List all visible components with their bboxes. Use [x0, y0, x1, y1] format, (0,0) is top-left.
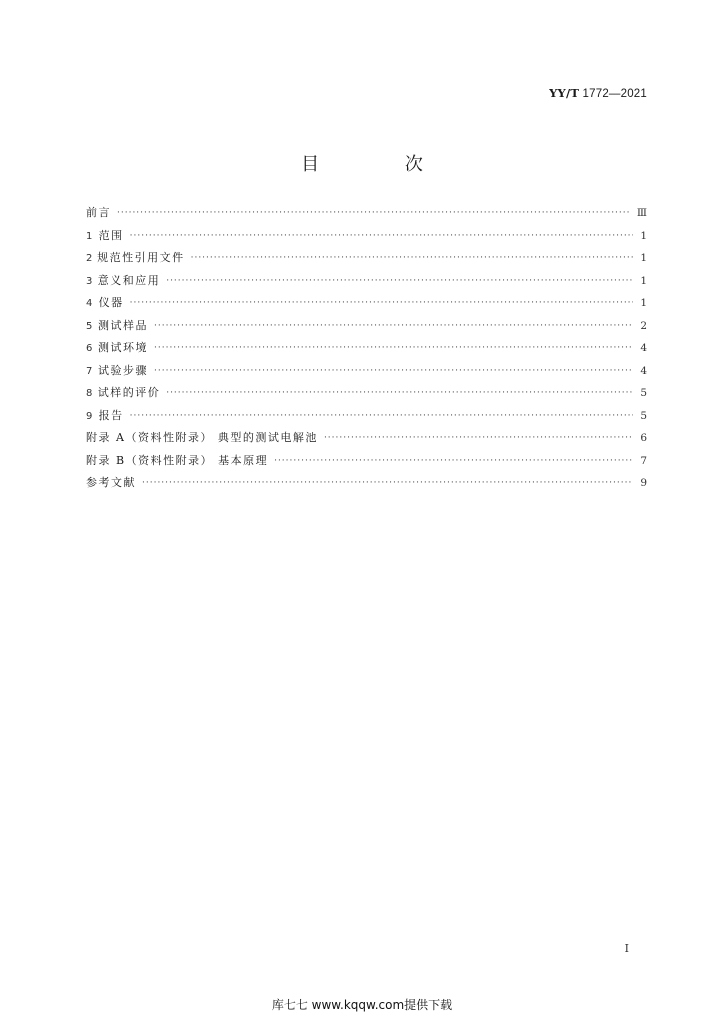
toc-section-number: 9: [86, 410, 93, 422]
toc-leader-dots: [142, 478, 633, 488]
toc-page-number: 5: [640, 387, 647, 399]
document-header: [549, 86, 647, 100]
toc-section-number: 6: [86, 343, 93, 354]
toc-entry-9[interactable]: [86, 407, 647, 430]
toc-label: 仪器: [98, 296, 124, 309]
toc-section-number: 1: [86, 230, 93, 242]
toc-leader-dots: [191, 253, 633, 263]
toc-leader-dots: [130, 231, 633, 241]
toc-section-number: 3: [86, 275, 93, 287]
toc-leader-dots: [130, 411, 633, 421]
toc-section-number: 5: [86, 320, 93, 332]
toc-page-number: 2: [640, 319, 647, 332]
toc-page-number: 5: [640, 409, 647, 422]
standard-prefix: YY/T: [549, 86, 580, 100]
toc-leader-dots: [117, 208, 631, 218]
table-of-contents: [86, 204, 647, 497]
download-footer: 库七七 www.kqqw.com提供下载: [271, 998, 453, 1012]
toc-page-number: 1: [640, 297, 647, 309]
toc-leader-dots: [154, 321, 633, 331]
toc-label: 附录 A（资料性附录） 典型的测试电解池: [86, 431, 318, 444]
toc-leader-dots: [166, 388, 633, 398]
toc-page-number: 1: [640, 229, 647, 242]
toc-entry-1[interactable]: [86, 227, 647, 250]
toc-leader-dots: [166, 276, 633, 286]
toc-leader-dots: [130, 298, 633, 308]
toc-entry-4[interactable]: [86, 294, 647, 317]
toc-section-number: 4: [86, 298, 93, 309]
toc-label: 意义和应用: [97, 273, 161, 287]
toc-section-number: 8: [86, 388, 93, 399]
toc-entry-5[interactable]: [86, 317, 647, 340]
toc-leader-dots: [324, 433, 633, 443]
toc-entry-8[interactable]: [86, 384, 647, 407]
toc-label: 试验步骤: [98, 363, 148, 377]
toc-entry-6[interactable]: [86, 339, 647, 362]
toc-section-number: 7: [86, 365, 93, 377]
toc-label: 测试环境: [98, 341, 148, 354]
toc-entry-foreword[interactable]: [86, 204, 647, 227]
toc-leader-dots: [274, 456, 633, 466]
toc-entry-bibliography[interactable]: [86, 474, 647, 497]
page-title: 目 次: [301, 154, 463, 175]
toc-label: 试样的评价: [97, 386, 161, 399]
toc-label: 参考文献: [86, 476, 136, 489]
toc-page-number: 4: [640, 342, 647, 354]
toc-page-number: 4: [640, 364, 647, 377]
toc-entry-annex-a[interactable]: [86, 429, 647, 452]
standard-number: 1772—2021: [582, 88, 647, 100]
toc-entry-3[interactable]: [86, 272, 647, 295]
toc-label: 报告: [98, 408, 124, 422]
page-number: I: [624, 942, 629, 955]
toc-leader-dots: [154, 366, 633, 376]
toc-entry-annex-b[interactable]: [86, 452, 647, 475]
toc-section-number: 2: [86, 253, 93, 264]
toc-page-number: 6: [640, 432, 647, 444]
toc-leader-dots: [154, 343, 633, 353]
toc-label: 附录 B（资料性附录） 基本原理: [86, 453, 269, 467]
toc-page-number: 1: [640, 274, 647, 287]
toc-label: 测试样品: [98, 318, 148, 332]
toc-label: 范围: [98, 228, 124, 242]
toc-label: 规范性引用文件: [97, 251, 185, 264]
toc-entry-7[interactable]: [86, 362, 647, 385]
toc-page-number: 7: [640, 454, 647, 467]
toc-page-number: 1: [640, 252, 647, 264]
toc-page-number: 9: [640, 477, 647, 489]
toc-label: 前言: [86, 206, 111, 219]
toc-entry-2[interactable]: [86, 249, 647, 272]
toc-page-number: Ⅲ: [636, 207, 647, 219]
